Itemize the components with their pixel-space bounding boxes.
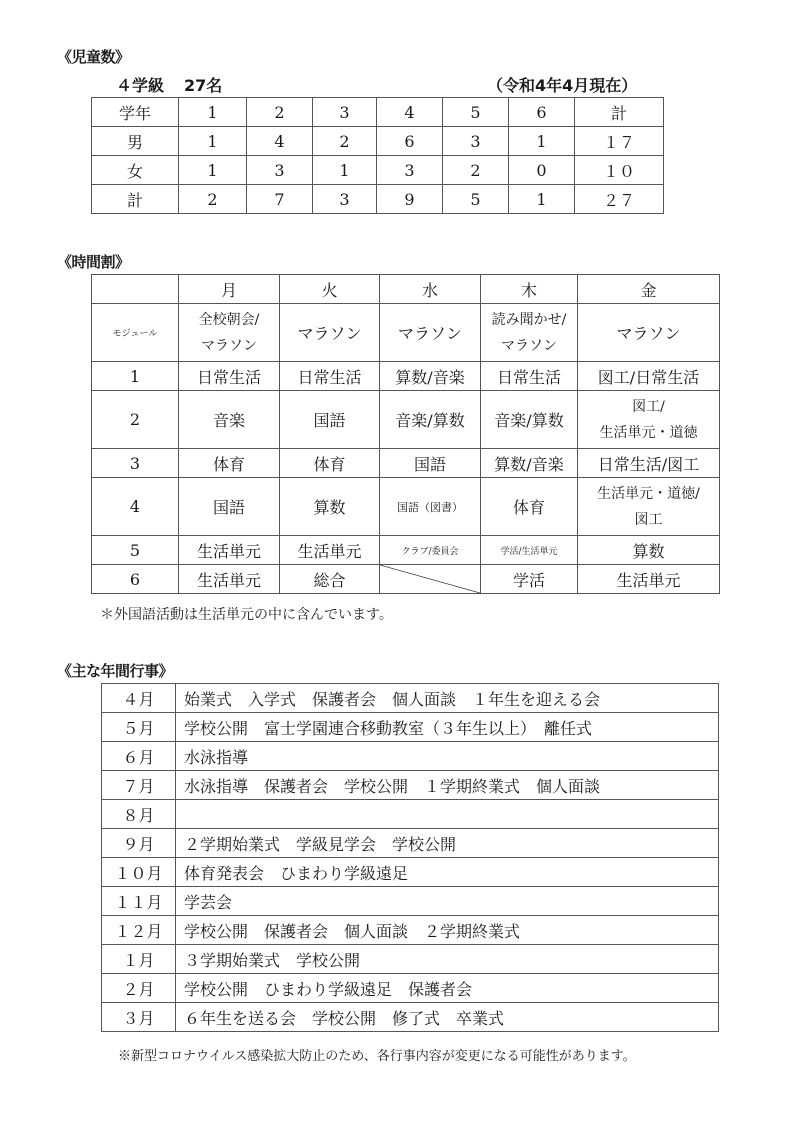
count-cell: 9: [377, 185, 443, 214]
period-number: 5: [92, 536, 179, 565]
student-total: 27名: [184, 76, 223, 95]
event-items: 学校公開 保護者会 個人面談 ２学期終業式: [176, 916, 719, 945]
class-cell-tue: 日常生活: [280, 362, 380, 391]
count-cell: 女: [92, 156, 179, 185]
count-header-cell: 学年: [92, 98, 179, 127]
event-row: [102, 684, 719, 713]
count-cell: 1: [509, 185, 575, 214]
period-number: 6: [92, 565, 179, 594]
count-row: [92, 156, 664, 185]
module-row: [92, 304, 720, 362]
event-items: 始業式 入学式 保護者会 個人面談 １年生を迎える会: [176, 684, 719, 713]
module-cell-thu: [481, 304, 578, 362]
event-month: ６月: [102, 742, 176, 771]
event-row: [102, 974, 719, 1003]
class-cell-thu: 学活: [481, 565, 578, 594]
event-items: ３学期始業式 学校公開: [176, 945, 719, 974]
count-header-cell: 3: [313, 98, 377, 127]
event-month: ３月: [102, 1003, 176, 1032]
event-month: ５月: [102, 713, 176, 742]
class-cell-mon: 音楽: [179, 391, 280, 449]
module-cell-tue: マラソン: [280, 304, 380, 362]
event-items: 学芸会: [176, 887, 719, 916]
class-cell-fri: [578, 391, 720, 449]
class-cell-wed: 算数/音楽: [380, 362, 481, 391]
event-month: １０月: [102, 858, 176, 887]
event-row: [102, 713, 719, 742]
timetable-header-row: [92, 275, 720, 304]
event-items: ２学期始業式 学級見学会 学校公開: [176, 829, 719, 858]
day-header-cell: 水: [380, 275, 481, 304]
count-header-cell: 計: [575, 98, 664, 127]
event-month: ４月: [102, 684, 176, 713]
class-cell-thu: 日常生活: [481, 362, 578, 391]
children-count-table: [91, 97, 664, 214]
count-cell: 男: [92, 127, 179, 156]
event-month: １１月: [102, 887, 176, 916]
timetable-table: [91, 274, 720, 594]
timetable-title: 《時間割》: [57, 253, 130, 271]
class-cell-tue: 総合: [280, 565, 380, 594]
count-cell: 3: [247, 156, 313, 185]
cell-line: マラソン: [201, 337, 257, 354]
event-items: 体育発表会 ひまわり学級遠足: [176, 858, 719, 887]
event-items: 水泳指導 保護者会 学校公開 １学期終業式 個人面談: [176, 771, 719, 800]
timetable-note: ＊外国語活動は生活単元の中に含んでいます。: [100, 607, 393, 623]
count-cell: 4: [247, 127, 313, 156]
event-items: ６年生を送る会 学校公開 修了式 卒業式: [176, 1003, 719, 1032]
module-cell-mon: [179, 304, 280, 362]
class-cell-mon: 生活単元: [179, 565, 280, 594]
day-header-cell: 月: [179, 275, 280, 304]
cell-line: 読み聞かせ/: [491, 311, 567, 328]
event-items: 学校公開 富士学園連合移動教室（３年生以上） 離任式: [176, 713, 719, 742]
cell-line: マラソン: [501, 337, 557, 354]
event-items: [176, 800, 719, 829]
module-cell-wed: マラソン: [380, 304, 481, 362]
cell-line: 図工/: [632, 398, 665, 415]
class-cell-fri: 生活単元: [578, 565, 720, 594]
class-cell-mon: 生活単元: [179, 536, 280, 565]
count-cell: 3: [313, 185, 377, 214]
period-number: 4: [92, 478, 179, 536]
event-row: [102, 742, 719, 771]
class-cell-wed: 国語: [380, 449, 481, 478]
count-cell: 1: [179, 156, 247, 185]
event-month: ８月: [102, 800, 176, 829]
event-items: 水泳指導: [176, 742, 719, 771]
event-items: 学校公開 ひまわり学級遠足 保護者会: [176, 974, 719, 1003]
count-cell: １７: [575, 127, 664, 156]
count-header-row: [92, 98, 664, 127]
count-cell: 6: [377, 127, 443, 156]
period-number: 1: [92, 362, 179, 391]
count-cell: 2: [179, 185, 247, 214]
count-cell: 1: [313, 156, 377, 185]
count-cell: 0: [509, 156, 575, 185]
cell-line: 全校朝会/: [198, 311, 260, 328]
day-header-cell: [92, 275, 179, 304]
period-row: [92, 565, 720, 594]
count-cell: 1: [179, 127, 247, 156]
class-cell-fri: 図工/日常生活: [578, 362, 720, 391]
class-cell-fri: [578, 478, 720, 536]
children-count-title: 《児童数》: [57, 48, 130, 66]
cell-line: 生活単元・道徳/: [597, 485, 700, 502]
event-month: １２月: [102, 916, 176, 945]
event-month: ７月: [102, 771, 176, 800]
event-row: [102, 829, 719, 858]
period-row: [92, 391, 720, 449]
events-note: ※新型コロナウイルス感染拡大防止のため、各行事内容が変更になる可能性があります。: [118, 1049, 636, 1064]
event-row: [102, 887, 719, 916]
period-row: [92, 478, 720, 536]
class-cell-wed: 国語（図書）: [380, 478, 481, 536]
event-month: ９月: [102, 829, 176, 858]
count-header-cell: 2: [247, 98, 313, 127]
class-cell-wed: 音楽/算数: [380, 391, 481, 449]
class-count: ４学級: [116, 76, 165, 95]
count-cell: ２７: [575, 185, 664, 214]
class-cell-wed: クラブ/委員会: [380, 536, 481, 565]
count-cell: １０: [575, 156, 664, 185]
class-cell-tue: 体育: [280, 449, 380, 478]
day-header-cell: 木: [481, 275, 578, 304]
module-cell-fri: マラソン: [578, 304, 720, 362]
class-cell-thu: 体育: [481, 478, 578, 536]
event-month: ２月: [102, 974, 176, 1003]
count-header-cell: 1: [179, 98, 247, 127]
count-row: [92, 127, 664, 156]
period-row: [92, 536, 720, 565]
event-row: [102, 1003, 719, 1032]
count-cell: 計: [92, 185, 179, 214]
class-cell-thu: 音楽/算数: [481, 391, 578, 449]
class-cell-mon: 体育: [179, 449, 280, 478]
class-cell-fri: 算数: [578, 536, 720, 565]
count-cell: 5: [443, 185, 509, 214]
event-row: [102, 945, 719, 974]
day-header-cell: 金: [578, 275, 720, 304]
count-cell: 1: [509, 127, 575, 156]
period-row: [92, 449, 720, 478]
diagonal-line: [380, 565, 480, 593]
count-cell: 3: [443, 127, 509, 156]
class-cell-mon: 国語: [179, 478, 280, 536]
count-header-cell: 4: [377, 98, 443, 127]
cell-line: 生活単元・道徳: [599, 424, 698, 441]
count-cell: 2: [313, 127, 377, 156]
period-number: 2: [92, 391, 179, 449]
event-row: [102, 800, 719, 829]
class-cell-tue: 算数: [280, 478, 380, 536]
event-row: [102, 916, 719, 945]
class-cell-thu: 算数/音楽: [481, 449, 578, 478]
count-cell: 7: [247, 185, 313, 214]
class-summary: [116, 73, 222, 96]
event-row: [102, 858, 719, 887]
count-cell: 2: [443, 156, 509, 185]
class-cell-mon: 日常生活: [179, 362, 280, 391]
class-cell-tue: 国語: [280, 391, 380, 449]
class-cell-tue: 生活単元: [280, 536, 380, 565]
as-of-date: （令和4年4月現在）: [487, 76, 638, 95]
class-cell-fri: 日常生活/図工: [578, 449, 720, 478]
day-header-cell: 火: [280, 275, 380, 304]
count-cell: 3: [377, 156, 443, 185]
cell-line: 図工: [634, 511, 663, 528]
count-row: [92, 185, 664, 214]
count-header-cell: 6: [509, 98, 575, 127]
event-row: [102, 771, 719, 800]
period-number: 3: [92, 449, 179, 478]
period-row: [92, 362, 720, 391]
events-title: 《主な年間行事》: [57, 662, 174, 680]
empty-slot-diagonal: [380, 565, 481, 594]
class-cell-thu: 学活/生活単元: [481, 536, 578, 565]
annual-events-table: [101, 683, 719, 1032]
event-month: １月: [102, 945, 176, 974]
count-header-cell: 5: [443, 98, 509, 127]
module-label: モジュール: [92, 304, 179, 362]
